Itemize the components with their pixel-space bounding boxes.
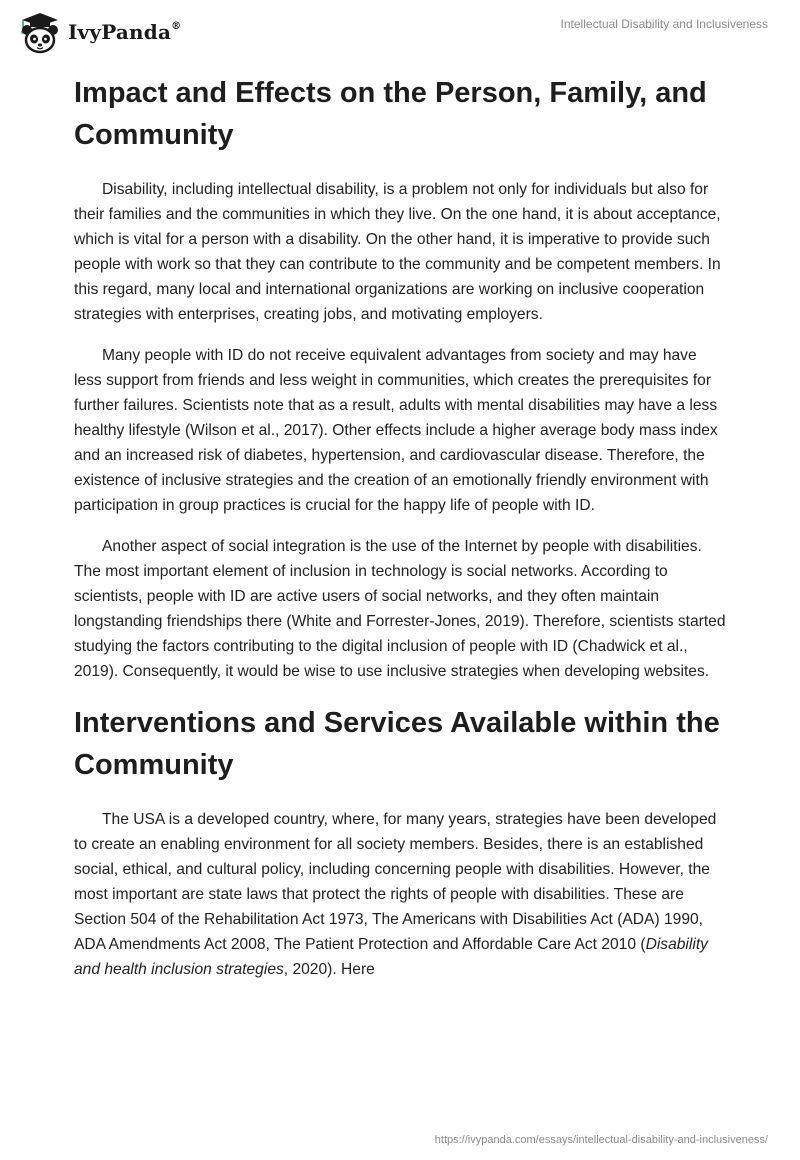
page-header xyxy=(0,0,800,60)
paragraph-text: The USA is a developed country, where, for many years, strategies have been developed to create an enabling environment for all society members. Besides, there is an established social, ethical, and cultural policy, including concerning people with disabilities. However, the most important are state laws that protect the rights of people with disabilities. These are Section 504 of the Rehabilitation Act 1973, The Americans with Disabilities Act (ADA) 1990, ADA Amendments Act 2008, The Patient Protection and Affordable Care Act 2010 ( xyxy=(74,811,717,953)
source-url[interactable]: https://ivypanda.com/essays/intellectual-disability-and-inclusiveness/ xyxy=(434,1134,768,1146)
paragraph: Many people with ID do not receive equivalent advantages from society and may have less support from friends and less weight in communities, which creates the prerequisites for further failures. Scientists note that as a result, adults with mental disabilities may have a less healthy lifestyle (Wilson et al., 2017). Other effects include a higher average body mass index and an increased risk of diabetes, hypertension, and cardiovascular disease. Therefore, the existence of inclusive strategies and the creation of an emotionally friendly environment with participation in group practices is crucial for the happy life of people with ID. xyxy=(74,347,718,514)
document-title: Intellectual Disability and Inclusiveness xyxy=(560,17,768,31)
paragraph xyxy=(74,807,726,982)
logo-wordmark xyxy=(68,20,181,44)
registered-mark: ® xyxy=(171,21,182,33)
logo-name: IvyPanda xyxy=(68,20,172,44)
section-heading-interventions: Interventions and Services Available within the Community xyxy=(74,707,720,781)
citation-title: Disability and health inclusion strategies xyxy=(74,936,708,978)
essay-body xyxy=(74,68,726,982)
paragraph: Disability, including intellectual disability, is a problem not only for individuals but also for their families and the communities in which they live. On the one hand, it is about acceptance, which is vital for a person with a disability. On the other hand, it is imperative to provide such people with work so that they can contribute to the community and be competent members. In this regard, many local and international organizations are working on inclusive cooperation strategies with enterprises, creating jobs, and motivating employers. xyxy=(74,181,721,323)
section-heading-impact: Impact and Effects on the Person, Family, and Community xyxy=(74,77,707,151)
paragraph: Another aspect of social integration is the use of the Internet by people with disabilities. The most important element of inclusion in technology is social networks. According to scientists, people with ID are active users of social networks, and they often maintain longstanding friendships there (White and Forrester-Jones, 2019). Therefore, scientists started studying the factors contributing to the digital inclusion of people with ID (Chadwick et al., 2019). Consequently, it would be wise to use inclusive strategies when developing websites. xyxy=(74,538,726,680)
paragraph-text: , 2020). Here xyxy=(283,961,375,978)
ivypanda-logo[interactable] xyxy=(14,10,181,56)
panda-graduate-icon xyxy=(14,11,62,55)
